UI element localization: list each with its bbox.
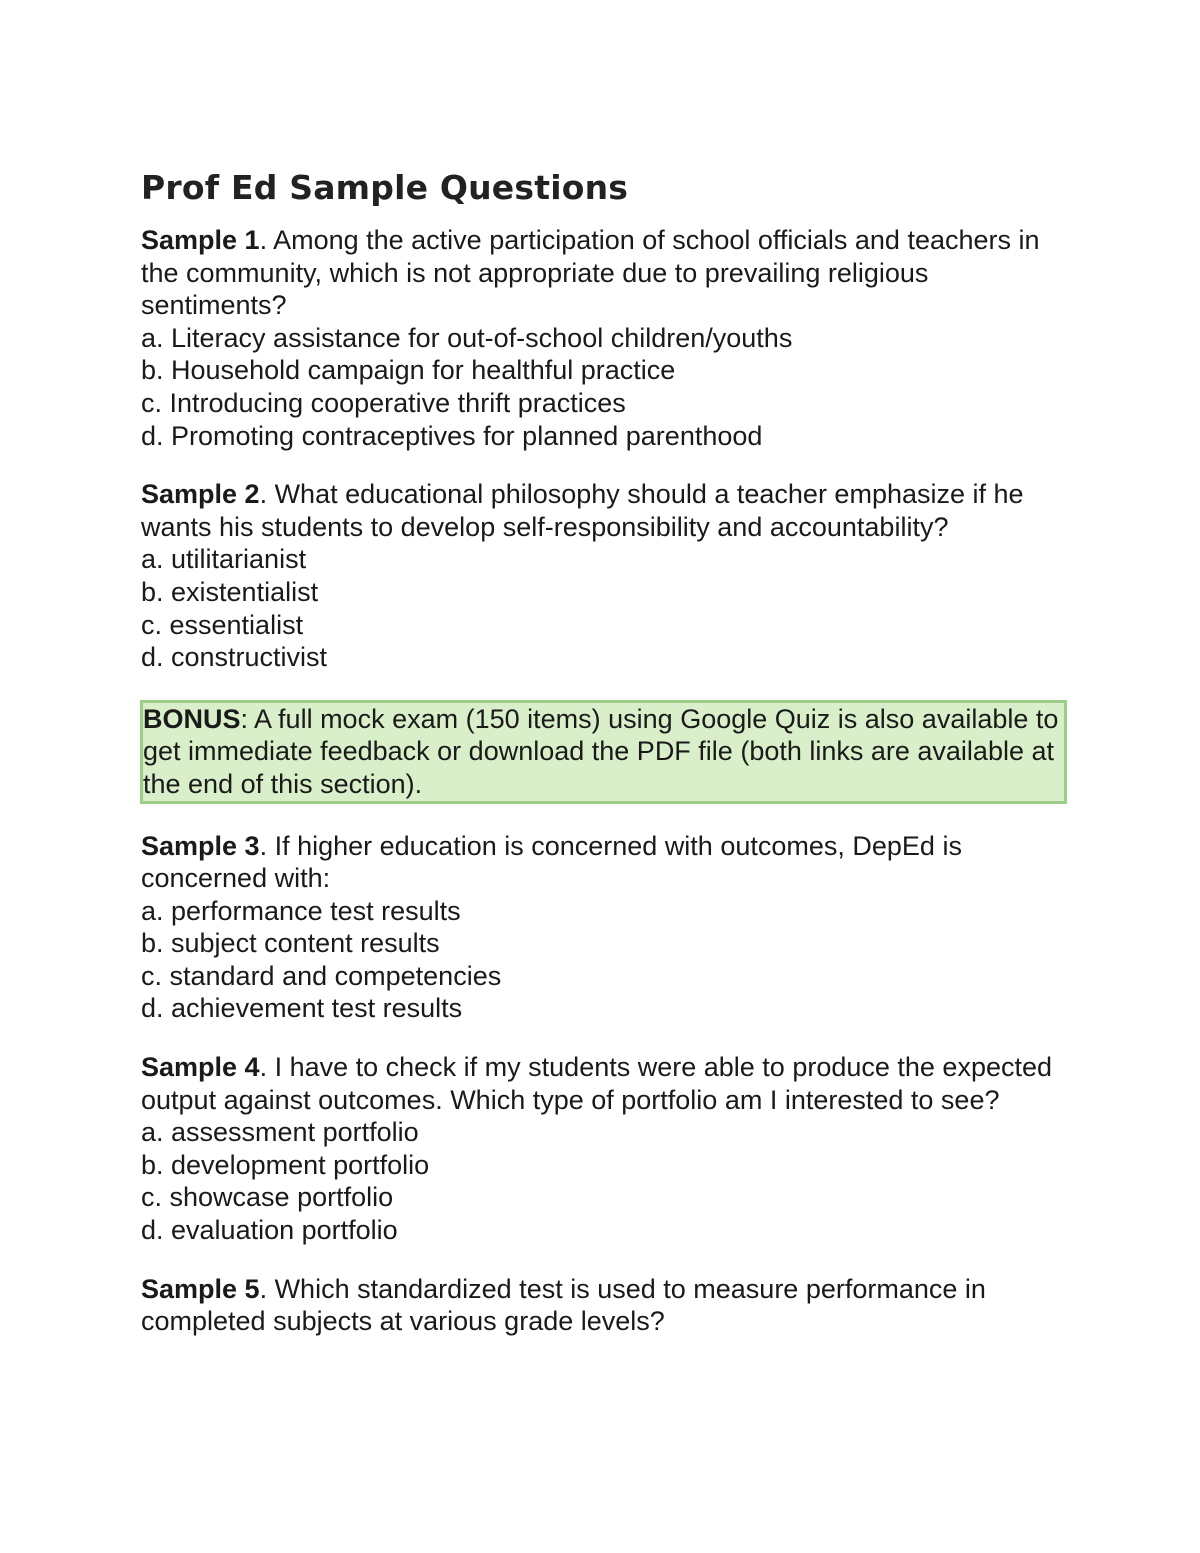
question-4 — [141, 1051, 1066, 1247]
question-3-stem — [141, 830, 1066, 895]
question-4-text: . I have to check if my students were able to produce the expected output against outcomes. Which type of portfolio am I interested to see? — [141, 1052, 1053, 1115]
option: b. Household campaign for healthful practice — [141, 355, 676, 386]
option: a. performance test results — [141, 895, 461, 926]
question-4-label: Sample 4 — [141, 1052, 260, 1083]
question-1-stem — [141, 224, 1066, 322]
question-3-text: . If higher education is concerned with outcomes, DepEd is concerned with: — [141, 830, 962, 894]
document-page — [141, 166, 1066, 1364]
option: a. utilitarianist — [141, 544, 307, 575]
question-2 — [141, 478, 1066, 674]
option: b. existentialist — [141, 576, 319, 607]
bonus-text-block — [143, 703, 1064, 801]
question-3-label: Sample 3 — [141, 830, 260, 861]
question-2-text: . What educational philosophy should a teacher emphasize if he wants his students to develop self-responsibility and accountability? — [141, 479, 1024, 542]
question-1-text: . Among the active participation of school officials and teachers in the community, which is not appropriate due to prevailing religious sentiments? — [141, 225, 1040, 321]
option: c. Introducing cooperative thrift practices — [141, 387, 626, 418]
option: d. Promoting contraceptives for planned parenthood — [141, 420, 763, 451]
bonus-label: BONUS — [143, 703, 241, 734]
question-3-options — [141, 895, 1066, 1025]
option: c. essentialist — [141, 609, 304, 640]
option: c. showcase portfolio — [141, 1182, 394, 1213]
question-5-text: . Which standardized test is used to measure performance in completed subjects at various grade levels? — [141, 1273, 986, 1337]
question-2-options — [141, 543, 1066, 673]
question-4-options — [141, 1116, 1066, 1246]
option: d. constructivist — [141, 642, 328, 673]
question-4-stem — [141, 1051, 1066, 1116]
question-2-stem — [141, 478, 1066, 543]
question-3 — [141, 830, 1066, 1026]
option: d. evaluation portfolio — [141, 1215, 398, 1246]
option: c. standard and competencies — [141, 960, 502, 991]
question-5-label: Sample 5 — [141, 1273, 260, 1304]
option: d. achievement test results — [141, 993, 463, 1024]
question-1-label: Sample 1 — [141, 225, 260, 255]
option: b. development portfolio — [141, 1149, 430, 1180]
question-1-options — [141, 322, 1066, 452]
question-1 — [141, 224, 1066, 452]
bonus-callout — [140, 700, 1067, 804]
option: b. subject content results — [141, 928, 440, 959]
question-2-label: Sample 2 — [141, 479, 260, 510]
question-5-stem — [141, 1273, 1066, 1338]
question-5 — [141, 1273, 1066, 1338]
bonus-text: : A full mock exam (150 items) using Google Quiz is also available to get immediate feedback or download the PDF file (both links are available at the end of this section). — [143, 703, 1059, 799]
page-title: Prof Ed Sample Questions — [141, 168, 629, 207]
option: a. assessment portfolio — [141, 1117, 419, 1148]
option: a. Literacy assistance for out-of-school children/youths — [141, 322, 793, 353]
